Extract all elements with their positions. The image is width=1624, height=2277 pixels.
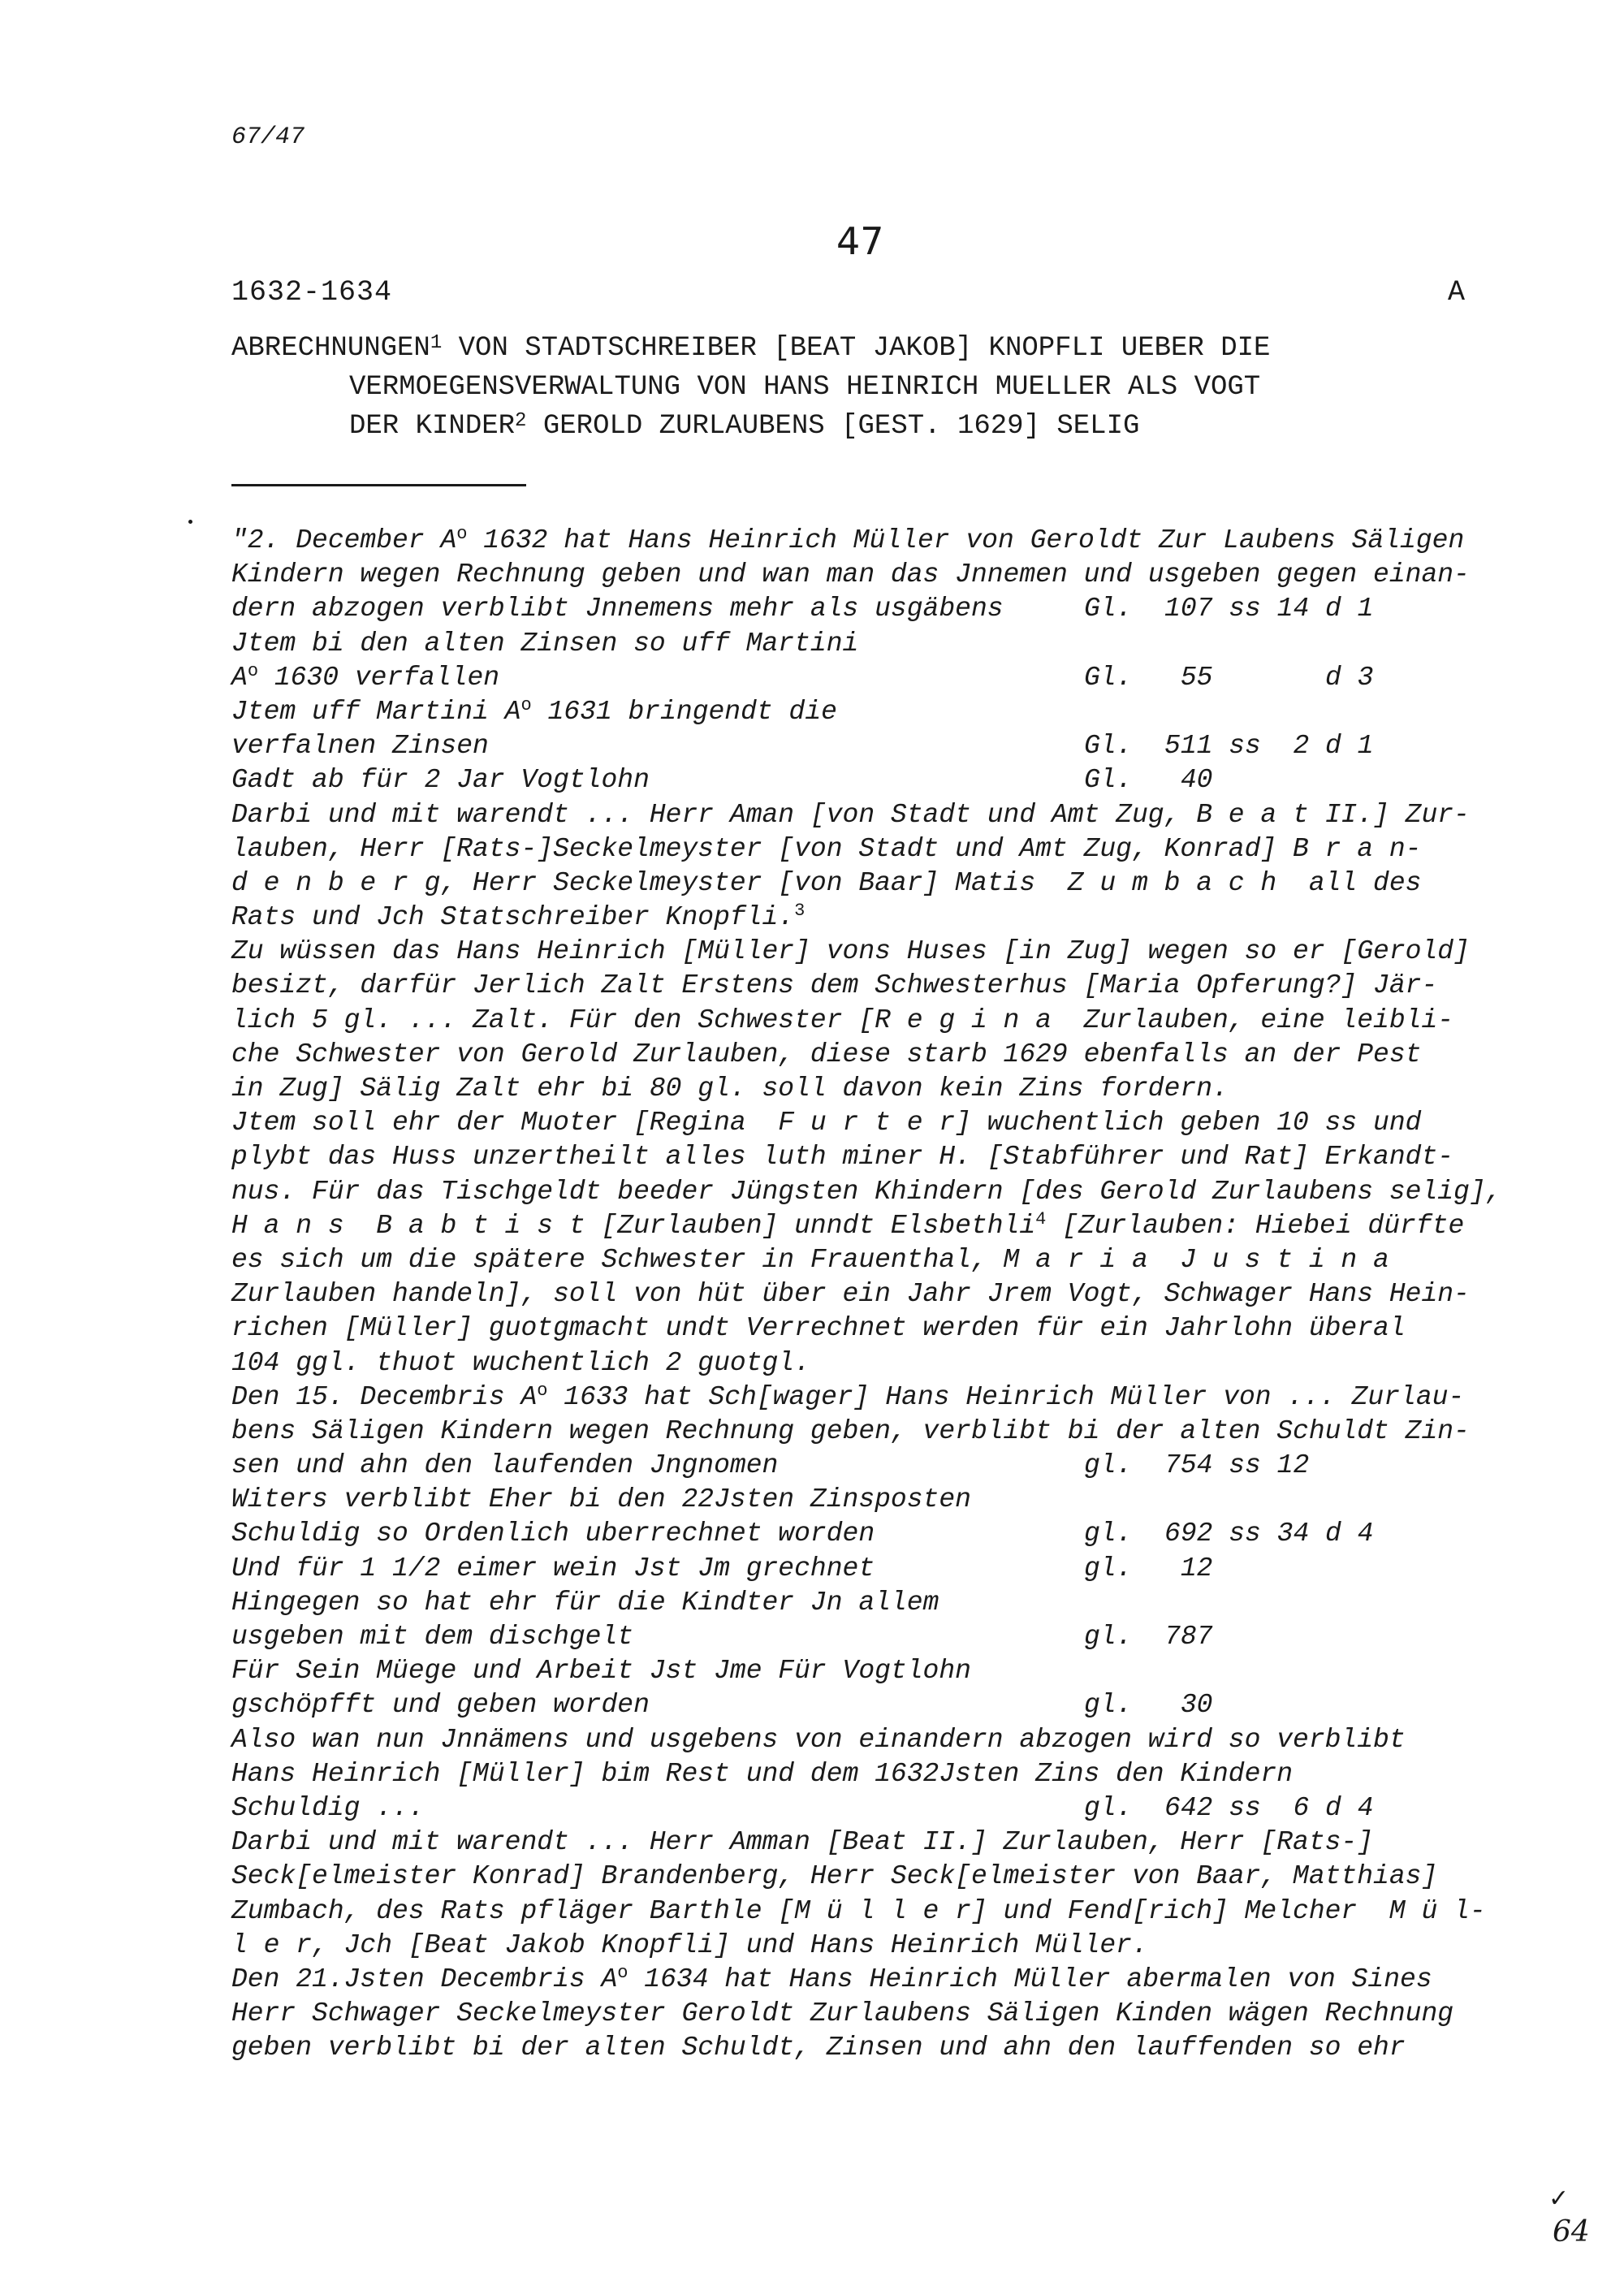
text-line: Schuldig so Ordenlich uberrechnet worden gl. 692 ss 34 d 4 xyxy=(231,1517,1563,1551)
text-line: Zumbach, des Rats pfläger Barthle [M ü l l e r] und Fend[rich] Melcher M ü l- xyxy=(231,1895,1486,1926)
text-line: geben verblibt bi der alten Schuldt, Zinsen und ahn den lauffenden so ehr xyxy=(231,2033,1406,2063)
date-range: 1632-1634 xyxy=(231,276,393,309)
transcription-text xyxy=(231,524,1563,2065)
footnote-mark-3: 3 xyxy=(794,901,806,922)
text-line: Seck[elmeister Konrad] Brandenberg, Herr Seck[elmeister von Baar, Matthias] xyxy=(231,1861,1438,1892)
text-line: Schuldig ... gl. 642 ss 6 d 4 xyxy=(231,1791,1563,1825)
text-line: gschöpfft und geben worden gl. 30 xyxy=(231,1688,1563,1722)
text-line: 104 ggl. thuot wuchentlich 2 guotgl. xyxy=(231,1347,810,1378)
text-line: dern abzogen verblibt Jnnemens mehr als usgäbens Gl. 107 ss 14 d 1 xyxy=(231,592,1563,626)
amount: Gl. 107 ss 14 d 1 xyxy=(1084,594,1374,624)
text-line: sen und ahn den laufenden Jngnomen gl. 754 ss 12 xyxy=(231,1449,1563,1483)
text-line: d e n b e r g, Herr Seckelmeyster [von Baar] Matis Z u m b a c h all des xyxy=(231,867,1422,898)
text-line: in Zug] Sälig Zalt ehr bi 80 gl. soll davon kein Zins fordern. xyxy=(231,1074,1229,1104)
text-line: nus. Für das Tischgeldt beeder Jüngsten Khindern [des Gerold Zurlaubens selig], xyxy=(231,1176,1502,1207)
text-line: Darbi und mit warendt ... Herr Amman [Beat II.] Zurlauben, Herr [Rats-] xyxy=(231,1827,1374,1858)
text-line: l e r, Jch [Beat Jakob Knopfli] und Hans Heinrich Müller. xyxy=(231,1929,1148,1960)
text-line: Jtem bi den alten Zinsen so uff Martini xyxy=(231,628,859,659)
checkmark-icon: ✓ xyxy=(1548,2184,1570,2213)
text-line: verfalnen Zinsen Gl. 511 ss 2 d 1 xyxy=(231,729,1563,763)
text-line: $A^o$ 1630 verfallen Gl. 55 d 3 xyxy=(231,661,1563,695)
amount: gl. 692 ss 34 d 4 xyxy=(1084,1519,1374,1549)
text-line: Darbi und mit warendt ... Herr Aman [von Stadt und Amt Zug, B e a t II.] Zur- xyxy=(231,799,1470,830)
margin-dot xyxy=(188,520,192,524)
text-line: Jtem soll ehr der Muoter [Regina F u r t e r] wuchentlich geben 10 ss und xyxy=(231,1108,1422,1138)
reference-number: 67/47 xyxy=(231,123,305,151)
text-line: plybt das Huss unzertheilt alles luth miner H. [Stabführer und Rat] Erkandt- xyxy=(231,1142,1454,1173)
text-line: Herr Schwager Seckelmeyster Geroldt Zurlaubens Säligen Kinden wägen Rechnung xyxy=(231,1998,1454,2029)
text-line: besizt, darfür Jerlich Zalt Erstens dem Schwesterhus [Maria Opferung?] Jär- xyxy=(231,970,1438,1001)
title-line-1: ABRECHNUNGEN$^1$ VON STADTSCHREIBER [BEAT JAKOB] KNOPFLI UEBER DIE xyxy=(231,332,1271,364)
text-line: che Schwester von Gerold Zurlauben, diese starb 1629 ebenfalls an der Pest xyxy=(231,1039,1422,1069)
text-line: usgeben mit dem dischgelt gl. 787 xyxy=(231,1620,1563,1654)
text-line: Rats und Jch Statschreiber Knopfli.$^3$ xyxy=(231,901,806,933)
title-line-3: DER KINDER$^2$ GEROLD ZURLAUBENS [GEST. 1629] SELIG xyxy=(349,410,1140,442)
amount: Gl. 511 ss 2 d 1 xyxy=(1084,731,1374,762)
text-line: Also wan nun Jnnämens und usgebens von einandern abzogen wird so verblibt xyxy=(231,1724,1406,1755)
amount: gl. 787 xyxy=(1084,1622,1213,1652)
text-line: Den 15. Decembris $A^o$ 1633 hat Sch[wager] Hans Heinrich Müller von ... Zurlau- xyxy=(231,1380,1465,1412)
text-line: lauben, Herr [Rats-]Seckelmeyster [von Stadt und Amt Zug, Konrad] B r a n- xyxy=(231,833,1422,864)
title-line-2: VERMOEGENSVERWALTUNG VON HANS HEINRICH MUELLER ALS VOGT xyxy=(349,372,1261,403)
text-line: bens Säligen Kindern wegen Rechnung geben, verblibt bi der alten Schuldt Zin- xyxy=(231,1415,1470,1446)
document-title xyxy=(231,329,1490,446)
text-line: es sich um die spätere Schwester in Frauenthal, M a r i a J u s t i n a xyxy=(231,1244,1389,1275)
amount: gl. 642 ss 6 d 4 xyxy=(1084,1792,1374,1823)
text-line: Zurlauben handeln], soll von hüt über ein Jahr Jrem Vogt, Schwager Hans Hein- xyxy=(231,1279,1470,1310)
text-line: Hingegen so hat ehr für die Kindter Jn allem xyxy=(231,1587,939,1618)
section-letter: A xyxy=(1448,276,1466,309)
text-line: richen [Müller] guotgmacht undt Verrechnet werden für ein Jahrlohn überal xyxy=(231,1313,1406,1344)
text-line: Hans Heinrich [Müller] bim Rest und dem 1632Jsten Zins den Kindern xyxy=(231,1758,1294,1789)
footnote-mark-1: 1 xyxy=(430,332,443,354)
text-line: Zu wüssen das Hans Heinrich [Müller] vons Huses [in Zug] wegen so er [Gerold] xyxy=(231,936,1470,967)
amount: Gl. 55 d 3 xyxy=(1084,662,1374,693)
text-line: lich 5 gl. ... Zalt. Für den Schwester [R e g i n a Zurlauben, eine leibli- xyxy=(231,1005,1454,1035)
amount: Gl. 40 xyxy=(1084,765,1213,796)
text-line: Und für 1 1/2 eimer wein Jst Jm grechnet gl. 12 xyxy=(231,1552,1563,1586)
amount: gl. 30 xyxy=(1084,1690,1213,1721)
footnote-mark-2: 2 xyxy=(515,410,527,432)
text-line: Den 21.Jsten Decembris $A^o$ 1634 hat Hans Heinrich Müller abermalen von Sines xyxy=(231,1962,1432,1994)
text-line: Für Sein Müege und Arbeit Jst Jme Für Vogtlohn xyxy=(231,1656,971,1687)
page-number: 47 xyxy=(836,219,884,263)
amount: gl. 12 xyxy=(1084,1553,1213,1584)
amount: gl. 754 ss 12 xyxy=(1084,1450,1310,1481)
text-line: H a n s B a b t i s t [Zurlauben] unndt Elsbethli$^4$ [Zurlauben: Hiebei dürfte xyxy=(231,1208,1465,1241)
text-line: Witers verblibt Eher bi den 22Jsten Zinsposten xyxy=(231,1484,971,1515)
text-line: Gadt ab für 2 Jar Vogtlohn Gl. 40 xyxy=(231,763,1563,797)
archive-number: 64 xyxy=(1553,2215,1590,2249)
title-divider xyxy=(231,484,526,486)
footnote-mark-4: 4 xyxy=(1035,1208,1047,1229)
text-line: "2. December $A^o$ 1632 hat Hans Heinrich Müller von Geroldt Zur Laubens Säligen xyxy=(231,524,1465,555)
text-line: Kindern wegen Rechnung geben und wan man das Jnnemen und usgeben gegen einan- xyxy=(231,560,1470,590)
text-line: Jtem uff Martini $A^o$ 1631 bringendt die xyxy=(231,694,837,727)
